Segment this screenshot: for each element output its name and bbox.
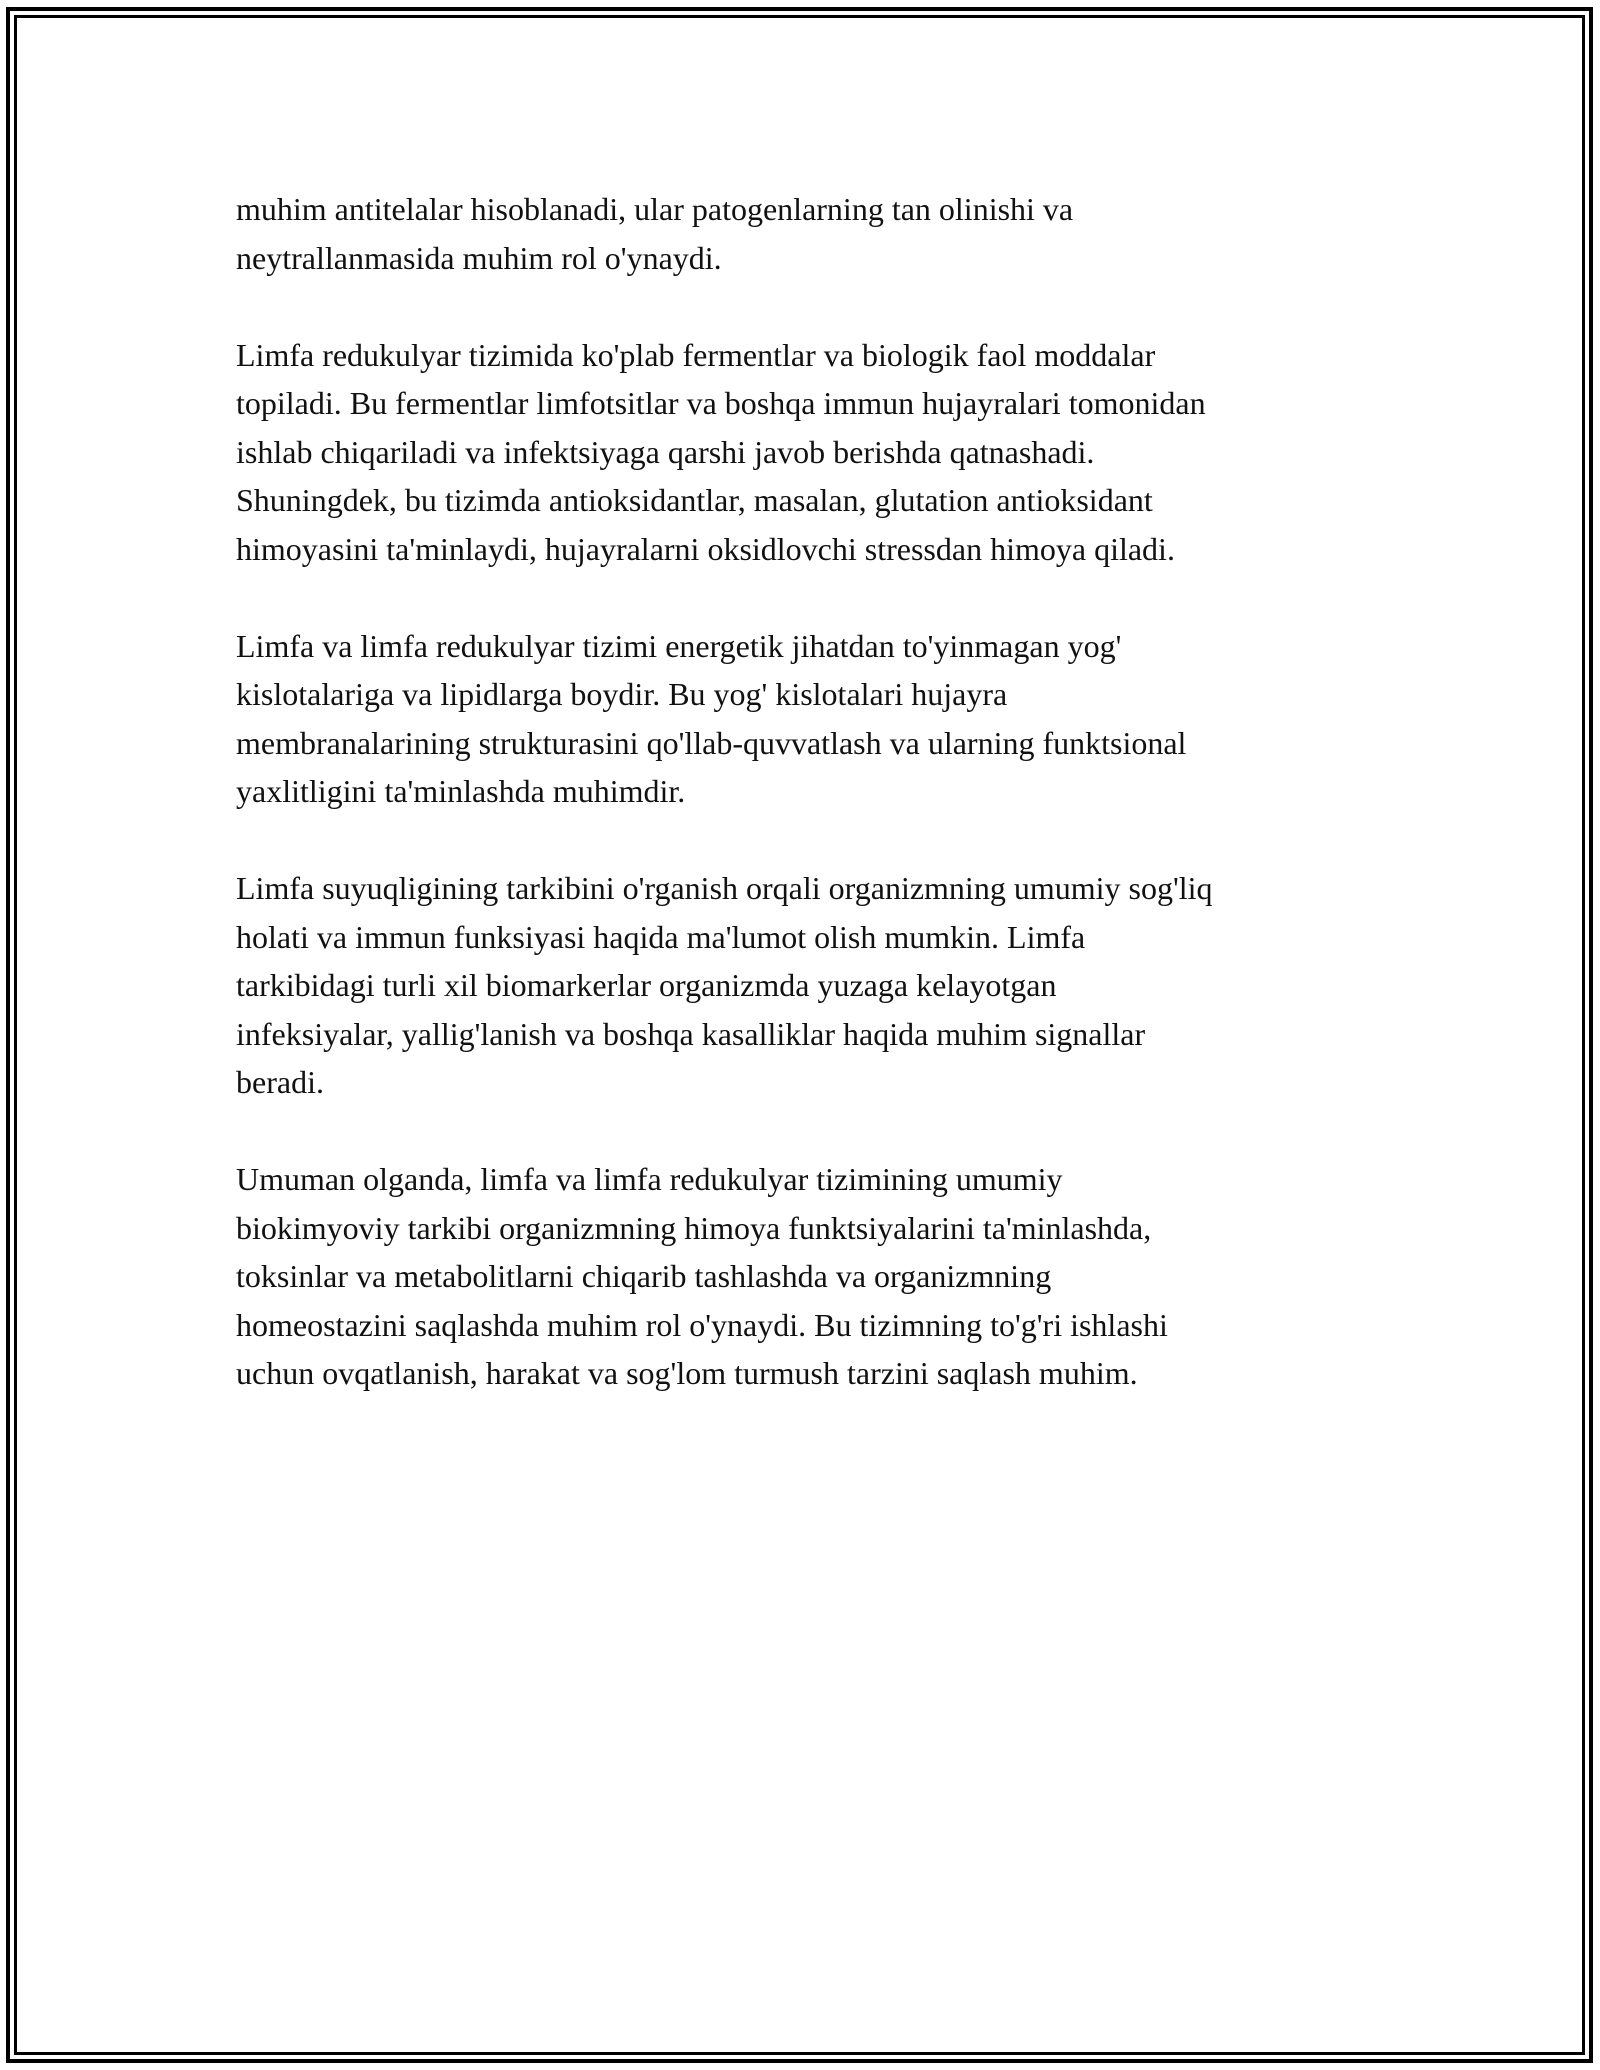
paragraph-4: Limfa suyuqligining tarkibini o'rganish orqali organizmning umumiy sog'liq holati va immun funksiyasi haqida ma'lumot olish mumkin. Limfa tarkibidagi turli xil biomarkerlar organizmda yuzaga kelayotgan infeksiyalar, yallig'lanish va boshqa kasalliklar haqida muhim signallar beradi. bbox=[236, 870, 1213, 1100]
paragraph-2: Limfa redukulyar tizimida ko'plab fermentlar va biologik faol moddalar topiladi. Bu fermentlar limfotsitlar va boshqa immun hujayralari tomonidan ishlab chiqariladi va infektsiyaga qarshi javob berishda qatnashadi. Shuningdek, bu tizimda antioksidantlar, masalan, glutation antioksidant himoyasini ta'minlaydi, hujayralarni oksidlovchi stressdan himoya qiladi. bbox=[236, 336, 1206, 567]
paragraph-1: muhim antitelalar hisoblanadi, ular patogenlarning tan olinishi va neytrallanmasida muhim rol o'ynaydi. bbox=[236, 191, 1074, 276]
paragraph-3: Limfa va limfa redukulyar tizimi energetik jihatdan to'yinmagan yog' kislotalariga va lipidlarga boydir. Bu yog' kislotalari hujayra membranalarining strukturasini qo'llab-quvvatlash va ularning funktsional yaxlitligini ta'minlashda muhimdir. bbox=[236, 627, 1187, 809]
document-body bbox=[236, 185, 1376, 1446]
paragraph-5: Umuman olganda, limfa va limfa redukulyar tizimining umumiy biokimyoviy tarkibi organizmning himoya funktsiyalarini ta'minlashda, toksinlar va metabolitlarni chiqarib tashlashda va organizmning homeostazini saqlashda muhim rol o'ynaydi. Bu tizimning to'g'ri ishlashi uchun ovqatlanish, harakat va sog'lom turmush tarzini saqlash muhim. bbox=[236, 1161, 1168, 1391]
